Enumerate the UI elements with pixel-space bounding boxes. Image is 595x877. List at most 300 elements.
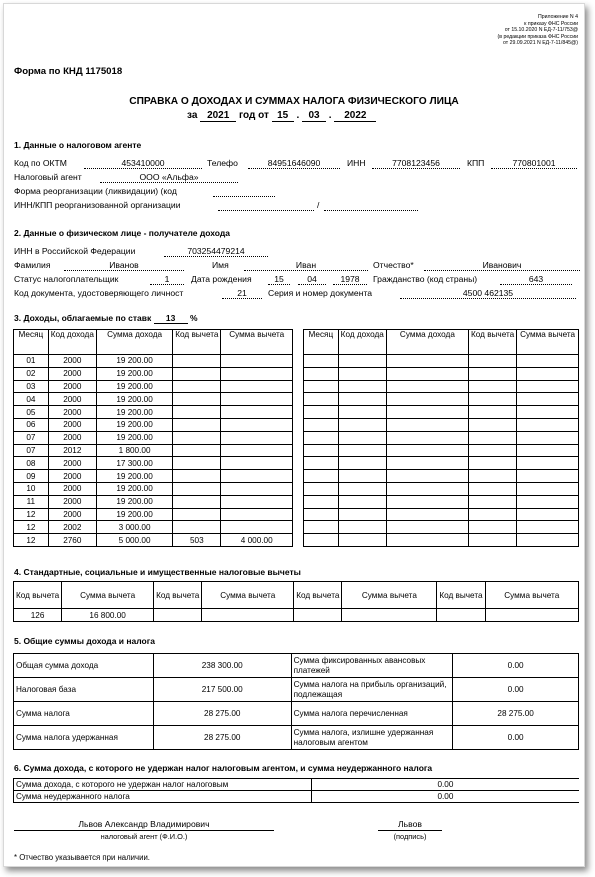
oktm-value: 453410000 [84,158,202,169]
deduction-empty-cell [437,609,485,622]
deduction-sum-cell [221,457,293,470]
totals-right-label: Сумма налога на прибыль организаций, подлежащая [291,678,453,702]
totals-left-label: Сумма налога удержанная [14,726,154,750]
col-month: Месяц [304,330,339,355]
month-cell: 01 [14,355,49,368]
empty-cell [338,482,386,495]
deduction-empty-cell [202,609,294,622]
empty-cell [304,508,339,521]
empty-cell [304,355,339,368]
unwithheld-table [13,778,579,803]
empty-cell [338,521,386,534]
unwithheld-income-label: Сумма дохода, с которого не удержан налог налоговым [14,779,312,791]
col-deduction-sum: Сумма вычета [517,330,579,355]
reorg-field [213,196,275,197]
month-cell: 04 [14,393,49,406]
totals-left-label: Сумма налога [14,702,154,726]
series-label: Серия и номер документа [268,288,373,298]
income-row-empty [304,470,579,483]
income-row [14,534,293,547]
appendix-line: от 15.10.2020 N ЕД-7-11/753@ [504,27,578,33]
deduction-code-cell [173,482,221,495]
deduction-sum-cell [221,482,293,495]
income-table-left [13,329,293,547]
empty-cell [469,534,517,547]
slash: / [317,200,320,210]
empty-cell [304,431,339,444]
income-row [14,431,293,444]
income-sum-cell: 1 800.00 [96,444,172,457]
income-sum-cell: 19 200.00 [96,470,172,483]
section-6-heading: 6. Сумма дохода, с которого не удержан налог налоговым агентом, и сумма неудержанного налога [14,763,433,773]
empty-cell [304,470,339,483]
deduction-sum-cell [221,470,293,483]
agent-value: ООО «Альфа» [100,172,238,183]
dob-month: 04 [298,274,326,285]
deduction-sum-cell [221,444,293,457]
month-cell: 12 [14,521,49,534]
deduction-code-cell [173,470,221,483]
deduction-code-cell [173,355,221,368]
doc-code-label: Код документа, удостоверяющего личност [14,288,184,298]
dob-day: 15 [268,274,290,285]
income-row [14,393,293,406]
section-3-heading [14,313,198,324]
income-code-cell: 2000 [48,431,96,444]
inn-value: 7708123456 [372,158,460,169]
deduction-sum-header: Сумма вычета [342,582,437,609]
empty-cell [304,380,339,393]
deduction-code-header: Код вычета [154,582,202,609]
signature-value: Львов [378,819,442,831]
month-cell: 02 [14,367,49,380]
empty-cell [386,367,468,380]
income-sum-cell: 19 200.00 [96,418,172,431]
empty-cell [386,431,468,444]
empty-cell [304,444,339,457]
empty-cell [517,495,579,508]
income-row [14,380,293,393]
month-cell: 06 [14,418,49,431]
reorg-inn-field [218,210,314,211]
deduction-sum-value: 16 800.00 [62,609,154,622]
totals-right-value: 0.00 [453,726,579,750]
income-row [14,406,293,419]
empty-cell [386,444,468,457]
empty-cell [469,521,517,534]
deduction-sum-cell [221,431,293,444]
deduction-sum-cell [221,406,293,419]
empty-cell [386,534,468,547]
totals-right-value: 0.00 [453,654,579,678]
empty-cell [338,495,386,508]
income-sum-cell: 19 200.00 [96,355,172,368]
totals-table [13,653,579,750]
empty-cell [469,367,517,380]
deduction-sum-cell: 4 000.00 [221,534,293,547]
status-value: 1 [150,274,184,285]
deduction-sum-header: Сумма вычета [202,582,294,609]
deduction-sum-cell [221,418,293,431]
section-5-heading: 5. Общие суммы дохода и налога [14,636,155,646]
income-code-cell: 2760 [48,534,96,547]
empty-cell [386,508,468,521]
patronymic-label: Отчество* [373,260,414,270]
empty-cell [386,418,468,431]
empty-cell [386,482,468,495]
income-row [14,444,293,457]
empty-cell [469,431,517,444]
appendix-line: Приложение N 4 [538,14,578,20]
document-page [3,3,585,867]
section-4-heading: 4. Стандартные, социальные и имущественные налоговые вычеты [14,567,301,577]
dob-year: 1978 [333,274,367,285]
title-year: 2021 [200,110,236,122]
deduction-code-header: Код вычета [294,582,342,609]
empty-cell [386,521,468,534]
empty-cell [338,367,386,380]
agent-label: Налоговый агент [14,172,82,182]
totals-left-label: Налоговая база [14,678,154,702]
empty-cell [469,457,517,470]
deduction-sum-cell [221,508,293,521]
reorg-label: Форма реорганизации (ликвидации) (код [14,186,177,196]
surname-label: Фамилия [14,260,51,270]
deduction-sum-cell [221,380,293,393]
income-row-empty [304,367,579,380]
income-sum-cell: 5 000.00 [96,534,172,547]
deduction-code-cell [173,444,221,457]
income-code-cell: 2000 [48,393,96,406]
empty-cell [517,431,579,444]
deduction-code-cell [173,418,221,431]
month-cell: 10 [14,482,49,495]
deduction-sum-cell [221,521,293,534]
totals-left-label: Общая сумма дохода [14,654,154,678]
totals-right-label: Сумма налога перечисленная [291,702,453,726]
totals-left-value: 238 300.00 [153,654,291,678]
empty-cell [338,418,386,431]
income-sum-cell: 19 200.00 [96,508,172,521]
income-sum-cell: 19 200.00 [96,431,172,444]
deduction-code-cell [173,380,221,393]
income-row [14,355,293,368]
deduction-empty-cell [154,609,202,622]
empty-cell [386,380,468,393]
empty-cell [338,406,386,419]
income-sum-cell: 19 200.00 [96,495,172,508]
deduction-code-cell [173,406,221,419]
income-code-cell: 2000 [48,380,96,393]
empty-cell [469,393,517,406]
deduction-code-cell [173,457,221,470]
title-dot: . [296,110,300,121]
deduction-code-cell [173,521,221,534]
month-cell: 08 [14,457,49,470]
income-sum-cell: 19 200.00 [96,406,172,419]
agent-fio: Львов Александр Владимирович [14,819,274,831]
kpp-label: КПП [467,158,485,168]
empty-cell [338,534,386,547]
income-row-empty [304,457,579,470]
reorg-kpp-field [324,210,418,211]
phone-value: 84951646090 [248,158,340,169]
income-row [14,418,293,431]
title-dot: . [328,110,332,121]
income-code-cell: 2000 [48,508,96,521]
empty-cell [517,470,579,483]
inn-label: ИНН [347,158,366,168]
income-sum-cell: 3 000.00 [96,521,172,534]
title-month: 03 [302,110,326,122]
deduction-sum-cell [221,355,293,368]
signature-caption: (подпись) [393,832,427,841]
totals-row [14,702,579,726]
empty-cell [469,444,517,457]
title-za: за [187,110,198,121]
title-date-line [187,110,376,122]
empty-cell [517,367,579,380]
title-date-year: 2022 [334,110,376,122]
totals-right-label: Сумма фиксированных авансовых платежей [291,654,453,678]
empty-cell [517,393,579,406]
series-value: 4500 462135 [400,288,576,299]
deduction-sum-header: Сумма вычета [62,582,154,609]
agent-fio-caption: налоговый агент (Ф.И.О.) [100,832,188,841]
deduction-empty-cell [294,609,342,622]
empty-cell [469,355,517,368]
totals-right-value: 0.00 [453,678,579,702]
empty-cell [517,457,579,470]
empty-cell [469,470,517,483]
empty-cell [469,406,517,419]
income-row-empty [304,495,579,508]
deduction-sum-cell [221,367,293,380]
citizenship-value: 643 [500,274,572,285]
empty-cell [517,521,579,534]
empty-cell [517,482,579,495]
percent-sign: % [189,313,198,323]
empty-cell [517,380,579,393]
status-label: Статус налогоплательщик [14,274,119,284]
deduction-sum-header: Сумма вычета [485,582,578,609]
empty-cell [469,508,517,521]
empty-cell [386,495,468,508]
empty-cell [338,444,386,457]
empty-cell [517,418,579,431]
deduction-code-cell: 503 [173,534,221,547]
col-deduction-code: Код вычета [173,330,221,355]
empty-cell [304,406,339,419]
col-income-code: Код дохода [48,330,96,355]
income-row-empty [304,444,579,457]
title-ot: от [258,110,269,121]
empty-cell [386,406,468,419]
income-code-cell: 2012 [48,444,96,457]
empty-cell [338,393,386,406]
deduction-code-cell [173,393,221,406]
income-code-cell: 2000 [48,495,96,508]
empty-cell [304,521,339,534]
income-code-cell: 2000 [48,418,96,431]
oktm-label: Код по ОКТМ [14,158,67,168]
month-cell: 07 [14,444,49,457]
income-code-cell: 2000 [48,457,96,470]
empty-cell [517,534,579,547]
month-cell: 03 [14,380,49,393]
deduction-code-value: 126 [14,609,62,622]
col-month: Месяц [14,330,49,355]
totals-row [14,678,579,702]
income-row [14,508,293,521]
totals-row [14,654,579,678]
empty-cell [517,406,579,419]
income-sum-cell: 19 200.00 [96,380,172,393]
income-row [14,482,293,495]
empty-cell [517,508,579,521]
income-sum-cell: 19 200.00 [96,367,172,380]
empty-cell [338,380,386,393]
income-sum-cell: 17 300.00 [96,457,172,470]
empty-cell [469,482,517,495]
person-inn-value: 703254479214 [164,246,268,257]
deduction-code-cell [173,431,221,444]
empty-cell [386,457,468,470]
income-row [14,367,293,380]
col-deduction-code: Код вычета [469,330,517,355]
name-value: Иван [244,260,368,271]
deduction-empty-cell [485,609,578,622]
title-day: 15 [272,110,294,122]
col-income-code: Код дохода [338,330,386,355]
form-code: Форма по КНД 1175018 [14,66,123,77]
surname-value: Иванов [64,260,184,271]
deduction-sum-cell [221,495,293,508]
deduction-code-header: Код вычета [437,582,485,609]
empty-cell [338,355,386,368]
unwithheld-income-value: 0.00 [311,779,579,791]
person-inn-label: ИНН в Российской Федерации [14,246,136,256]
income-code-cell: 2000 [48,482,96,495]
empty-cell [338,431,386,444]
phone-label: Телефо [207,158,238,168]
kpp-value: 770801001 [491,158,577,169]
totals-right-value: 28 275.00 [453,702,579,726]
name-label: Имя [212,260,229,270]
income-row-empty [304,508,579,521]
income-row [14,521,293,534]
empty-cell [304,534,339,547]
income-table-right [303,329,579,547]
income-row-empty [304,418,579,431]
income-code-cell: 2000 [48,406,96,419]
appendix-line: (в редакции приказа ФНС России [497,33,578,40]
section-3-heading-text: 3. Доходы, облагаемые по ставк [14,313,152,323]
empty-cell [469,380,517,393]
income-code-cell: 2000 [48,355,96,368]
dob-label: Дата рождения [191,274,252,284]
deduction-empty-cell [342,609,437,622]
empty-cell [469,418,517,431]
empty-cell [517,355,579,368]
reorg-inn-label: ИНН/КПП реорганизованной организации [14,200,181,210]
empty-cell [338,470,386,483]
income-code-cell: 2000 [48,470,96,483]
deduction-code-header: Код вычета [14,582,62,609]
income-row [14,495,293,508]
income-sum-cell: 19 200.00 [96,482,172,495]
income-row-empty [304,521,579,534]
deduction-code-cell [173,367,221,380]
month-cell: 12 [14,534,49,547]
section-1-heading: 1. Данные о налоговом агенте [14,140,142,150]
income-row [14,470,293,483]
empty-cell [386,355,468,368]
income-row-empty [304,482,579,495]
empty-cell [304,457,339,470]
deduction-code-cell [173,508,221,521]
month-cell: 07 [14,431,49,444]
footnote: * Отчество указывается при наличии. [14,853,150,862]
unwithheld-tax-value: 0.00 [311,791,579,803]
empty-cell [386,470,468,483]
col-income-sum: Сумма дохода [386,330,468,355]
income-row-empty [304,431,579,444]
col-deduction-sum: Сумма вычета [221,330,293,355]
appendix-line: к приказу ФНС России [524,20,578,27]
income-row-empty [304,355,579,368]
empty-cell [338,457,386,470]
totals-left-value: 28 275.00 [153,702,291,726]
empty-cell [338,508,386,521]
section-2-heading: 2. Данные о физическом лице - получателе дохода [14,228,230,238]
month-cell: 05 [14,406,49,419]
totals-left-value: 217 500.00 [153,678,291,702]
empty-cell [469,495,517,508]
title-god: год [238,110,256,121]
empty-cell [386,393,468,406]
col-income-sum: Сумма дохода [96,330,172,355]
totals-right-label: Сумма налога, излишне удержанная налоговым агентом [291,726,453,750]
month-cell: 11 [14,495,49,508]
empty-cell [304,482,339,495]
income-code-cell: 2002 [48,521,96,534]
empty-cell [304,418,339,431]
income-row-empty [304,406,579,419]
month-cell: 12 [14,508,49,521]
income-sum-cell: 19 200.00 [96,393,172,406]
deduction-code-cell [173,495,221,508]
tax-rate: 13 [154,313,188,324]
totals-left-value: 28 275.00 [153,726,291,750]
deduction-sum-cell [221,393,293,406]
income-row-empty [304,534,579,547]
deductions-table [13,581,579,622]
appendix-line: от 29.09.2021 N ЕД-7-11/845@) [503,40,578,46]
empty-cell [304,393,339,406]
unwithheld-tax-label: Сумма неудержанного налога [14,791,312,803]
patronymic-value: Иванович [424,260,580,271]
citizenship-label: Гражданство (код страны) [373,274,478,284]
appendix-note [498,14,578,47]
document-title: СПРАВКА О ДОХОДАХ И СУММАХ НАЛОГА ФИЗИЧЕСКОГО ЛИЦА [129,96,459,107]
empty-cell [517,444,579,457]
month-cell: 09 [14,470,49,483]
empty-cell [304,495,339,508]
empty-cell [304,367,339,380]
income-row-empty [304,380,579,393]
doc-code-value: 21 [222,288,262,299]
